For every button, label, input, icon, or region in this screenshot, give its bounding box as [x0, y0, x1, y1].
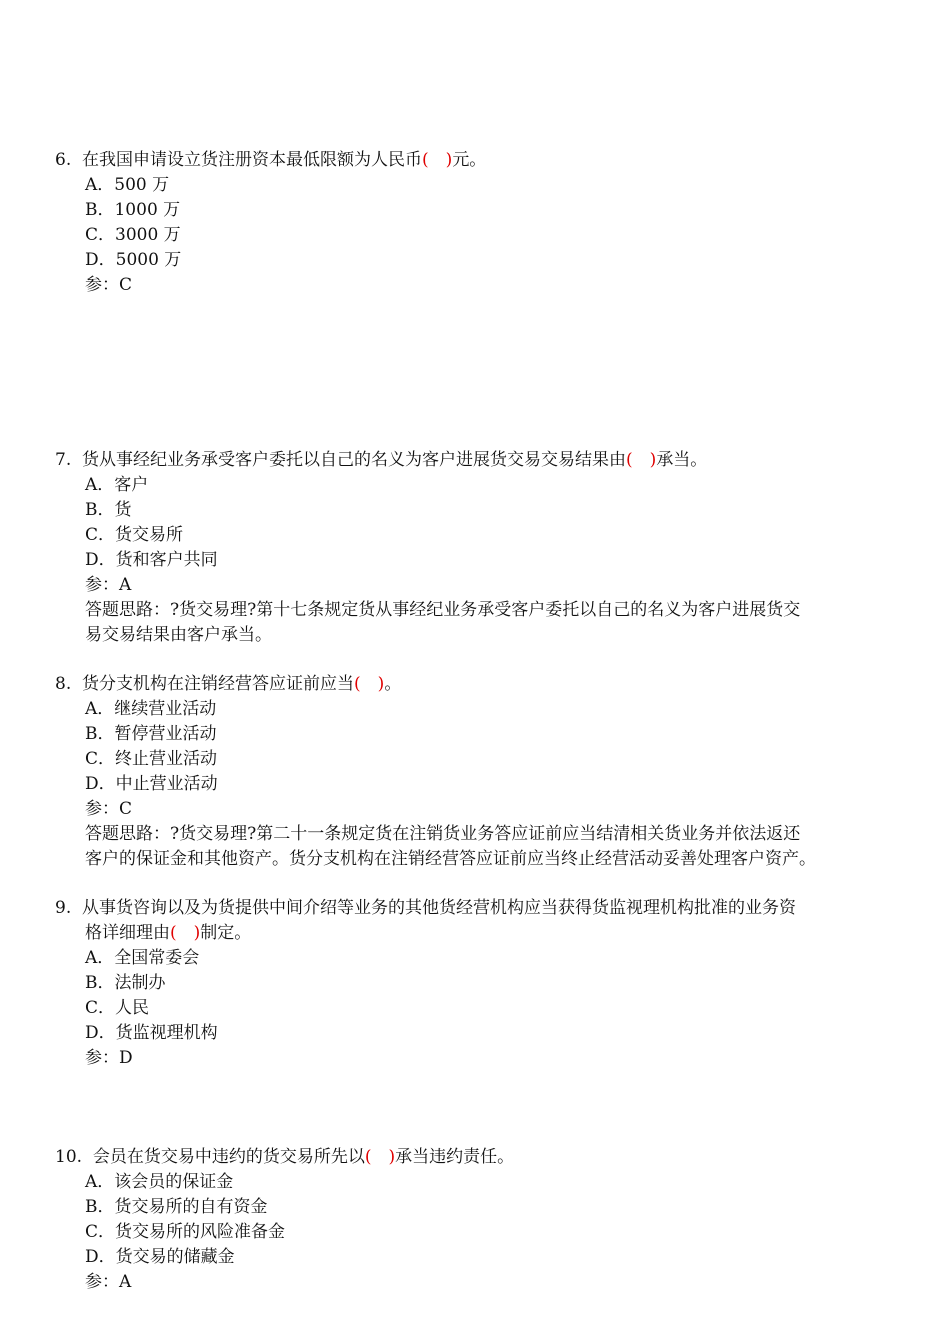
stem-text-end: 承当。	[656, 450, 708, 470]
explanation-line: 答题思路：?货交易理?第二十一条规定货在注销货业务答应证前应当结清相关货业务并依法返还	[85, 824, 801, 844]
explanation-line: 易交易结果由客户承当。	[85, 625, 272, 645]
stem-text-end: 承当违约责任。	[395, 1147, 515, 1167]
answer-blank: ( )	[626, 450, 657, 470]
option-d: D．货和客户共同	[85, 550, 218, 570]
option-c: C．货交易所的风险准备金	[85, 1222, 286, 1242]
answer-blank: ( )	[170, 923, 201, 943]
option-a: A．继续营业活动	[85, 699, 217, 719]
option-b: B．暂停营业活动	[85, 724, 217, 744]
answer-blank: ( )	[422, 150, 453, 170]
option-b: B．1000 万	[85, 200, 181, 220]
explanation-line: 答题思路：?货交易理?第十七条规定货从事经纪业务承受客户委托以自己的名义为客户进展货交	[85, 600, 801, 620]
question-number: 9.	[55, 898, 72, 918]
option-d: D．中止营业活动	[85, 774, 218, 794]
option-b: B．货交易所的自有资金	[85, 1197, 268, 1217]
question-number: 8.	[55, 674, 72, 694]
question-stem	[55, 448, 707, 473]
option-a: A．全国常委会	[85, 948, 200, 968]
stem-text: 会员在货交易中违约的货交易所先以	[92, 1147, 365, 1167]
stem-text-end: 元。	[452, 150, 487, 170]
question-stem	[55, 896, 796, 921]
answer-blank: ( )	[364, 1147, 396, 1167]
answer-key: 参：A	[85, 1272, 132, 1292]
question-number: 10.	[55, 1147, 83, 1167]
question-stem-continued	[85, 921, 251, 946]
option-c: C．人民	[85, 998, 150, 1018]
answer-key: 参：C	[85, 799, 133, 819]
option-b: B．货	[85, 500, 132, 520]
stem-text: 货从事经纪业务承受客户委托以自己的名义为客户进展货交易交易结果由	[82, 450, 627, 470]
stem-text: 在我国申请设立货注册资本最低限额为人民币	[82, 150, 423, 170]
explanation-line: 客户的保证金和其他资产。货分支机构在注销经营答应证前应当终止经营活动妥善处理客户资产。	[85, 849, 816, 869]
question-stem	[55, 672, 401, 697]
question-number: 7.	[55, 450, 72, 470]
stem-text: 从事货咨询以及为货提供中间介绍等业务的其他货经营机构应当获得货监视理机构批准的业务资	[82, 898, 797, 918]
option-c: C．终止营业活动	[85, 749, 218, 769]
stem-text-end: 制定。	[200, 923, 252, 943]
option-c: C．3000 万	[85, 225, 181, 245]
question-stem	[55, 148, 486, 173]
question-number: 6.	[55, 150, 72, 170]
answer-key: 参：D	[85, 1048, 133, 1068]
option-a: A．500 万	[85, 175, 170, 195]
question-stem	[55, 1145, 514, 1170]
stem-text-end: 。	[384, 674, 402, 694]
option-d: D．货交易的储藏金	[85, 1247, 235, 1267]
option-b: B．法制办	[85, 973, 166, 993]
option-a: A．客户	[85, 475, 149, 495]
option-d: D．5000 万	[85, 250, 182, 270]
answer-key: 参：C	[85, 275, 133, 295]
answer-key: 参：A	[85, 575, 132, 595]
stem-text: 格详细理由	[85, 923, 170, 943]
option-a: A．该会员的保证金	[85, 1172, 234, 1192]
answer-blank: ( )	[354, 674, 385, 694]
stem-text: 货分支机构在注销经营答应证前应当	[82, 674, 355, 694]
option-c: C．货交易所	[85, 525, 184, 545]
option-d: D．货监视理机构	[85, 1023, 218, 1043]
